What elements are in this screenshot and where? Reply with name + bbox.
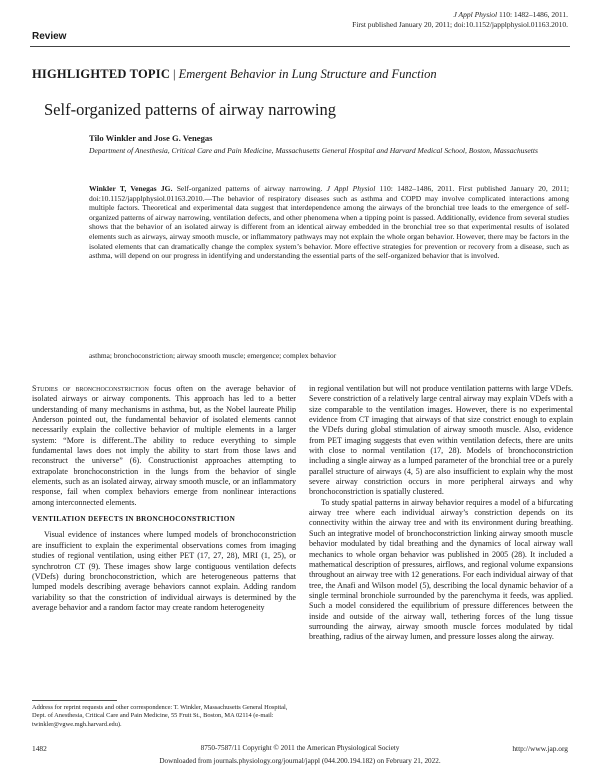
journal-volume-pages: 110: 1482–1486, 2011.: [497, 10, 568, 19]
download-notice: Downloaded from journals.physiology.org/journal/jappl (044.200.194.182) on February 21, 2022.: [159, 757, 441, 765]
abstract-text: The behavior of respiratory diseases such as asthma and COPD may involve complicated interactions among multiple factors. Theoretical and experimental data suggest that interdependence among the airways of the bronchial tree leads to the emergence of self-organized patterns of airway narrowing, ventilation defects, and other phenomena when a tipping point is passed. Additionally, evidence from several studies shows that the behavior of an isolated airway is different from an identical airway embedded in the bronchial tree so that experimental results of isolated elements such as airways, airway smooth muscle, or inflammatory pathways may not explain the whole organ behavior. However, there may be factors in the isolated elements that can dramatically change the complex system’s behavior. More effective strategies for prevention or recovery from a disease, such as asthma, will depend on our progress in identifying and understanding the essential parts of the self-organized behavior that is involved.: [89, 193, 569, 261]
abstract-citation-journal: J Appl Physiol: [326, 184, 376, 193]
correspondence-footnote: Address for reprint requests and other correspondence: T. Winkler, Massachusetts General Hospital, Dept. of Anesthesia, Critical Care and Pain Medicine, 55 Fruit St., Boston, MA 02114 (e-mail: twinkler@vgwe.mgh.harvard.edu).: [32, 704, 288, 728]
journal-abbrev: J Appl Physiol: [453, 10, 498, 19]
copyright-line: 8750-7587/11 Copyright © 2011 the American Physiological Society: [200, 744, 400, 752]
section-label: Review: [32, 31, 67, 42]
body-paragraph: in regional ventilation but will not produce ventilation patterns with large VDefs. Severe constriction of a relatively large central airway may explain VDefs with a size comparable to the ventilation images. However, there is no experimental evidence from CT imaging that airways of that size constrict enough to explain the VDefs during global stimulation of airway smooth muscle. Also, evidence from PET imaging suggests that even within ventilation defects, there are units with close to normal ventilation (17, 28). Models of bronchoconstriction including a single airway as a lumped parameter of the bronchial tree or a purely parallel structure of airways (4, 5) are also insufficient to explain why the most severe airway constriction occurs in more peripheral airways and why bronchoconstriction is spatially clustered.: [309, 384, 573, 497]
body-paragraph: Visual evidence of instances where lumped models of bronchoconstriction are insufficient to explain the experimental observations comes from imaging studies of regional ventilation, using either PET (17, 27, 28), MRI (1, 25), or synchrotron CT (9). These images show large contiguous ventilation defects (VDefs) during bronchoconstriction, which are heterogeneous patterns that lumped models describing average behaviors cannot explain. Adding random variability so that the constriction of individual airways is determined by the average behavior and a random factor may create random heterogeneity: [32, 530, 296, 612]
topic-separator: |: [173, 67, 176, 81]
highlighted-topic-banner: [32, 67, 437, 82]
journal-citation-header: [352, 10, 568, 30]
body-column-left: [32, 384, 296, 613]
topic-label: HIGHLIGHTED TOPIC: [32, 67, 171, 81]
abstract-citation-authors: Winkler T, Venegas JG.: [89, 184, 173, 193]
body-paragraph: [32, 384, 296, 508]
first-published-line: First published January 20, 2011; doi:10.1152/japplphysiol.01163.2010.: [352, 20, 568, 29]
paragraph-lead-in: Studies of bronchoconstriction: [32, 384, 149, 393]
abstract: [89, 184, 569, 261]
section-heading: VENTILATION DEFECTS IN BRONCHOCONSTRICTION: [32, 515, 236, 524]
topic-title: Emergent Behavior in Lung Structure and Function: [178, 67, 437, 81]
body-paragraph: To study spatial patterns in airway behavior requires a model of a bifurcating airway tree where each individual airway’s constriction depends on its connectivity within the airway tree and with its environment during breathing. Such an integrative model of bronchoconstriction linking airway smooth muscle behavior modulated by tidal breathing and the dynamics of local airway wall mechanics to whole organ behavior was published in 2005 (28). It included a mathematical description of pressures, airflows, and regional volume expansions throughout an airway tree with 12 generations. For each individual airway of that tree, the Anafi and Wilson model (5), describing the local dynamic behavior of a single terminal bronchiole surrounded by the parenchyma it feeds, was applied. Such a model considered the equilibrium of pressure differences between the inside and outside of the airway wall, tethering forces of the lung tissue surrounding the airway, airway smooth muscle forces modulated by tidal breathing, radius of the airway lumen, and pressure losses along the airway.: [309, 497, 573, 642]
header-rule: [30, 46, 570, 47]
body-column-right: [309, 384, 573, 643]
article-affiliation: Department of Anesthesia, Critical Care and Pain Medicine, Massachusetts General Hospital and Harvard Medical School, Boston, Massachusetts: [89, 146, 538, 155]
page-number: 1482: [32, 744, 47, 753]
keywords: asthma; bronchoconstriction; airway smooth muscle; emergence; complex behavior: [89, 351, 337, 360]
journal-url: http://www.jap.org: [512, 744, 568, 753]
abstract-citation-rest: 110: 1482–1486, 2011. First published January 20, 2011; doi:10.1152/japplphysiol.01163.2010.—: [89, 184, 569, 203]
article-title: Self-organized patterns of airway narrowing: [44, 100, 337, 119]
abstract-citation-title: Self-organized patterns of airway narrowing.: [172, 184, 327, 193]
article-authors: Tilo Winkler and Jose G. Venegas: [89, 133, 213, 143]
paragraph-text: focus often on the average behavior of isolated airways or airway components. This approach has led to a better understanding of many mechanisms in asthma, but, as the Nobel laureate Philip Anderson pointed out, the fundamental behavior of isolated elements cannot necessarily explain the collective behavior of multiple elements in a larger system: “More is different..The ability to reduce everything to simple fundamental laws does not imply the ability to start from those laws and reconstruct the universe” (6). Constructionist approaches attempting to extrapolate bronchoconstriction in the lungs from the behavior of single elements, such as an isolated airway, airway smooth muscle, or an inflammatory response, fail when complex behaviors emerge from nonlinear interactions among interconnected elements.: [32, 384, 296, 507]
footnote-rule: [32, 700, 117, 701]
